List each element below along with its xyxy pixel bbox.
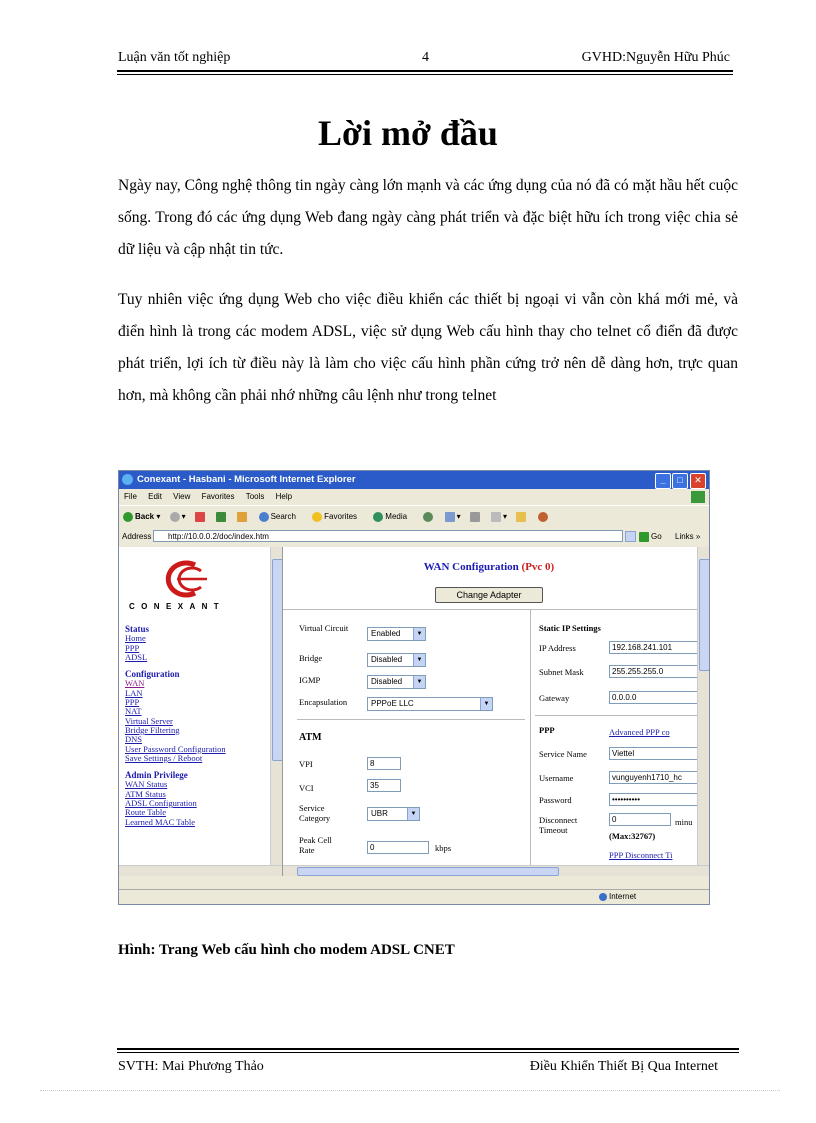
- menu-favorites[interactable]: Favorites: [201, 492, 235, 501]
- forward-icon: [170, 512, 180, 522]
- kbps-unit: kbps: [435, 843, 452, 853]
- header-advisor: GVHD:Nguyễn Hữu Phúc: [581, 50, 730, 65]
- brand-name: CONEXANT: [129, 602, 226, 611]
- page-header: [118, 50, 732, 68]
- gateway-input[interactable]: 0.0.0.0: [609, 691, 699, 704]
- search-icon: [259, 512, 269, 522]
- chevron-down-icon: ▼: [413, 676, 425, 688]
- nav-link-lan[interactable]: LAN: [125, 687, 143, 698]
- subnet-mask-label: Subnet Mask: [539, 667, 584, 677]
- bridge-select[interactable]: Disabled ▼: [367, 653, 426, 667]
- footer-topic: Điều Khiển Thiết Bị Qua Internet: [529, 1059, 718, 1074]
- chevron-down-icon: ▼: [407, 808, 419, 820]
- stop-icon[interactable]: [195, 512, 207, 521]
- back-icon: [123, 512, 133, 522]
- service-name-label: Service Name: [539, 749, 587, 759]
- figure-caption: Hình: Trang Web cấu hình cho modem ADSL CNET: [118, 942, 455, 958]
- media-button[interactable]: Media: [373, 512, 414, 521]
- encapsulation-select[interactable]: PPPoE LLC ▼: [367, 697, 493, 711]
- password-label: Password: [539, 795, 572, 805]
- nav-link-route-table[interactable]: Route Table: [125, 807, 167, 818]
- nav-section-status: Status: [125, 624, 150, 634]
- pvc-label: (Pvc 0): [521, 561, 555, 573]
- windows-logo-icon: [691, 491, 705, 503]
- nav-section-configuration: Configuration: [125, 669, 180, 680]
- conexant-logo-icon: [157, 559, 209, 599]
- browser-toolbar: [119, 505, 709, 528]
- maximize-icon[interactable]: □: [672, 473, 688, 489]
- nav-link-ppp[interactable]: PPP: [125, 697, 140, 708]
- links-button[interactable]: Links »: [675, 532, 701, 541]
- peak-cell-rate-input[interactable]: 0: [367, 841, 429, 854]
- nav-link-virtual-server[interactable]: Virtual Server: [125, 715, 173, 726]
- bridge-label: Bridge: [299, 653, 323, 663]
- edit-icon[interactable]: ▾: [491, 512, 507, 521]
- menu-bar: [119, 490, 709, 504]
- nav-hscrollbar[interactable]: [119, 865, 282, 876]
- mail-icon[interactable]: ▾: [445, 512, 461, 521]
- go-arrow-icon: [639, 532, 649, 542]
- gateway-label: Gateway: [539, 693, 570, 703]
- close-icon[interactable]: ✕: [690, 473, 706, 489]
- main-frame: [283, 547, 709, 876]
- virtual-circuit-select[interactable]: Enabled ▼: [367, 627, 426, 641]
- ppp-disconnect-link[interactable]: PPP Disconnect Ti: [609, 850, 673, 860]
- header-thesis-label: Luận văn tốt nghiệp: [118, 50, 231, 65]
- nav-scrollbar[interactable]: [270, 547, 282, 865]
- address-label: Address: [122, 532, 152, 541]
- nav-link-wan-status[interactable]: WAN Status: [125, 779, 168, 790]
- back-button[interactable]: Back ▾: [123, 512, 160, 521]
- nav-section-admin: Admin Privilege: [125, 770, 188, 781]
- messenger-icon[interactable]: [538, 512, 550, 521]
- intro-paragraph-1: Ngày nay, Công nghệ thông tin ngày càng lớn mạnh và các ứng dụng của nó đã có mặt hầu hết cuộc sống. Trong đó các ứng dụng Web đang ngày càng phát triển và đặc biệt hữu ích trong việc chia sẻ dữ liệu và cập nhật tin tức.: [118, 177, 738, 258]
- nav-scroll-thumb[interactable]: [272, 559, 283, 761]
- vpi-label: VPI: [299, 759, 313, 769]
- nav-link-mac-table[interactable]: Learned MAC Table: [125, 816, 196, 827]
- minutes-unit: minu: [675, 817, 693, 827]
- nav-link-adsl[interactable]: ADSL: [125, 651, 148, 662]
- search-button[interactable]: Search: [259, 512, 303, 521]
- igmp-label: IGMP: [299, 675, 321, 685]
- header-rule: [117, 70, 733, 72]
- refresh-icon[interactable]: [216, 512, 228, 521]
- column-divider: [530, 609, 531, 876]
- wan-config-title: WAN Configuration (Pvc 0): [423, 561, 555, 573]
- star-icon: [312, 512, 322, 522]
- disconnect-timeout-label: Disconnect Timeout: [539, 815, 578, 835]
- header-page-number: 4: [422, 50, 429, 65]
- main-hscroll-thumb[interactable]: [297, 867, 559, 876]
- username-label: Username: [539, 773, 574, 783]
- service-name-input[interactable]: Viettel: [609, 747, 699, 760]
- nav-link-save-reboot[interactable]: Save Settings / Reboot: [125, 752, 203, 763]
- nav-link-user-password[interactable]: User Password Configuration: [125, 743, 226, 754]
- vpi-input[interactable]: 8: [367, 757, 401, 770]
- go-button[interactable]: Go: [639, 528, 662, 545]
- vci-label: VCI: [299, 783, 314, 793]
- nav-link-nat[interactable]: NAT: [125, 706, 142, 717]
- password-input[interactable]: ••••••••••: [609, 793, 699, 806]
- globe-icon: [599, 893, 607, 901]
- chevron-down-icon: ▼: [480, 698, 492, 710]
- peak-cell-rate-label: Peak Cell Rate: [299, 835, 332, 855]
- nav-link-atm-status[interactable]: ATM Status: [125, 788, 166, 799]
- browser-screenshot: [118, 470, 710, 905]
- page-title: Lời mở đầu: [318, 113, 498, 153]
- service-category-select[interactable]: UBR ▼: [367, 807, 420, 821]
- chevron-down-icon: ▼: [413, 654, 425, 666]
- nav-frame: [119, 547, 283, 876]
- nav-menu: [125, 625, 226, 827]
- main-scroll-thumb[interactable]: [699, 559, 709, 671]
- change-adapter-button[interactable]: Change Adapter: [435, 587, 543, 603]
- folder-icon[interactable]: [516, 512, 528, 521]
- ppp-section-title: PPP: [539, 725, 555, 735]
- atm-section-title: ATM: [299, 732, 322, 743]
- history-icon[interactable]: [423, 512, 435, 521]
- nav-link-wan[interactable]: WAN: [125, 678, 145, 689]
- address-bar: [119, 528, 709, 545]
- nav-link-home[interactable]: Home: [125, 633, 146, 644]
- ie-icon: [122, 474, 133, 485]
- disconnect-timeout-input[interactable]: 0: [609, 813, 671, 826]
- menu-tools[interactable]: Tools: [245, 492, 265, 501]
- media-icon: [373, 512, 383, 522]
- header-rule-thin: [117, 74, 733, 75]
- advanced-ppp-link[interactable]: Advanced PPP co: [609, 727, 670, 737]
- nav-link-adsl-config[interactable]: ADSL Configuration: [125, 798, 197, 809]
- main-scrollbar[interactable]: [697, 547, 709, 865]
- address-dropdown-icon[interactable]: [625, 531, 636, 542]
- encapsulation-label: Encapsulation: [299, 697, 348, 707]
- subnet-mask-input[interactable]: 255.255.255.0: [609, 665, 699, 678]
- main-hscrollbar[interactable]: [283, 865, 709, 876]
- favorites-button[interactable]: Favorites: [312, 512, 364, 521]
- menu-file[interactable]: File: [124, 492, 137, 501]
- minimize-icon[interactable]: _: [655, 473, 671, 489]
- footer-rule: [117, 1048, 739, 1050]
- home-icon[interactable]: [237, 512, 249, 521]
- username-input[interactable]: vunguyenh1710_hc: [609, 771, 699, 784]
- ip-address-label: IP Address: [539, 643, 576, 653]
- virtual-circuit-label: Virtual Circuit: [299, 623, 349, 633]
- internet-zone: Internet: [599, 890, 636, 904]
- chevron-down-icon: ▼: [413, 628, 425, 640]
- menu-help[interactable]: Help: [275, 492, 293, 501]
- intro-paragraph-2: Tuy nhiên việc ứng dụng Web cho việc điều khiển các thiết bị ngoại vi vẫn còn khá mới mẻ, và điển hình là trong các modem ADSL, việc sử dụng Web cấu hình thay cho telnet cổ điển đã được phát triển, lợi ích từ điều này là làm cho việc cấu hình phần cứng trở nên dễ dàng hơn, trực quan hơn, mà không cần phải nhớ những câu lệnh như trong telnet: [118, 291, 738, 404]
- browser-statusbar: [119, 889, 709, 904]
- vci-input[interactable]: 35: [367, 779, 401, 792]
- forward-button[interactable]: ▾: [170, 512, 186, 521]
- ip-address-input[interactable]: 192.168.241.101: [609, 641, 699, 654]
- page-edge-rule: [40, 1090, 780, 1091]
- window-titlebar: [119, 471, 709, 489]
- address-input[interactable]: http://10.0.0.2/doc/index.htm: [153, 530, 623, 542]
- static-ip-title: Static IP Settings: [539, 623, 601, 633]
- menu-edit[interactable]: Edit: [148, 492, 162, 501]
- menu-view[interactable]: View: [173, 492, 191, 501]
- footer-student: SVTH: Mai Phương Thảo: [118, 1059, 264, 1074]
- nav-link-ppp-status[interactable]: PPP: [125, 642, 140, 653]
- footer-rule-thin: [117, 1052, 739, 1053]
- nav-link-bridge-filtering[interactable]: Bridge Filtering: [125, 724, 180, 735]
- nav-link-dns[interactable]: DNS: [125, 734, 143, 745]
- max-timeout-note: (Max:32767): [609, 831, 656, 841]
- service-category-label: Service Category: [299, 803, 331, 823]
- igmp-select[interactable]: Disabled ▼: [367, 675, 426, 689]
- print-icon[interactable]: [470, 512, 482, 521]
- window-title: Conexant - Hasbani - Microsoft Internet Explorer: [137, 474, 356, 485]
